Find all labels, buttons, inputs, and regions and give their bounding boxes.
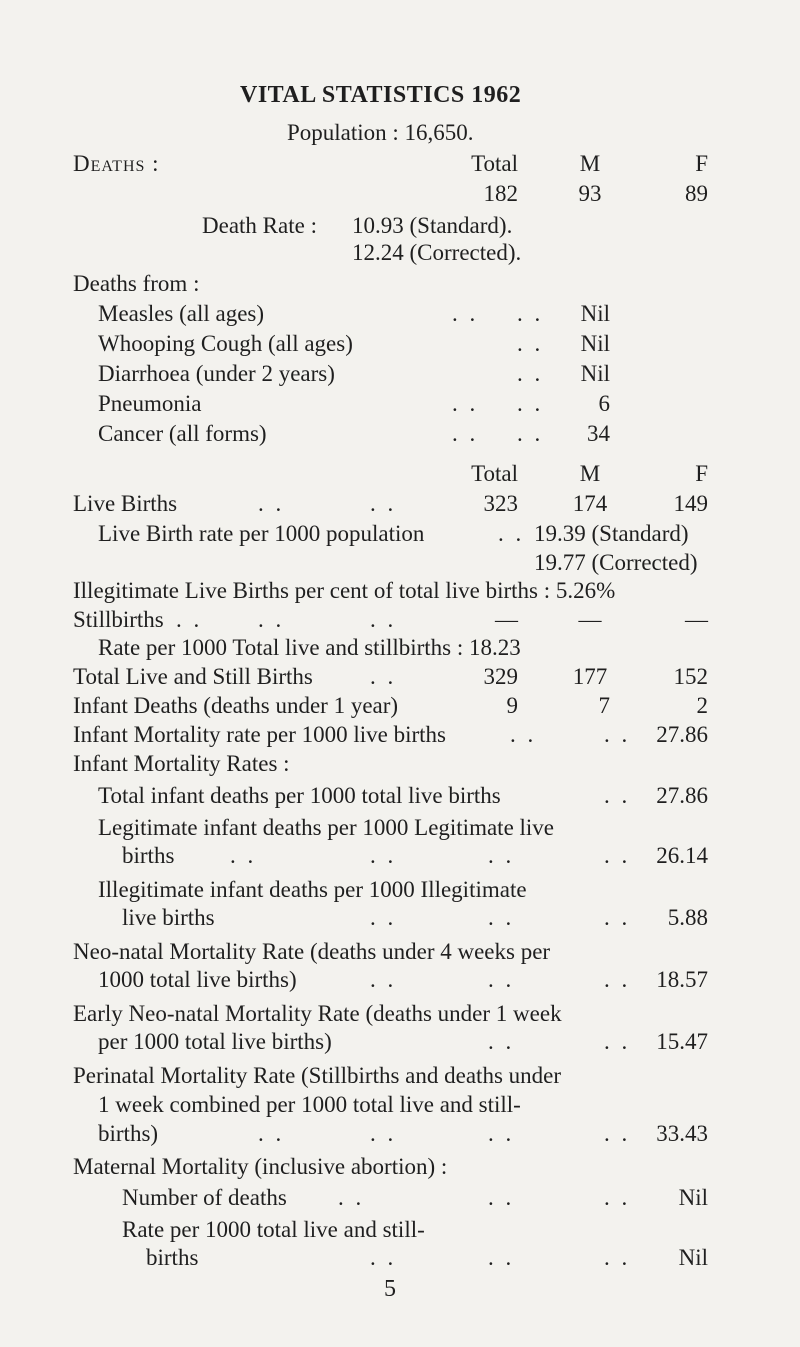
deaths-col-total: Total: [471, 151, 518, 176]
cause-diarrhoea: Diarrhoea (under 2 years): [98, 361, 335, 386]
deaths-m: 93: [578, 181, 602, 206]
legit-value: 26.14: [656, 843, 708, 868]
deaths-col-m: M: [579, 151, 601, 176]
stillbirths-f: —: [685, 607, 708, 632]
leader-dots: . .: [370, 843, 397, 868]
leader-dots: . .: [370, 607, 397, 632]
leader-dots: . .: [498, 521, 525, 546]
perinatal-line1: Perinatal Mortality Rate (Stillbirths and deaths under: [73, 1063, 562, 1088]
leader-dots: . .: [604, 1121, 631, 1146]
leader-dots: . .: [488, 967, 515, 992]
cause-whooping-cough-value: Nil: [580, 331, 610, 356]
leader-dots: . .: [488, 905, 515, 930]
live-birth-rate-standard: 19.39 (Standard): [534, 521, 689, 546]
death-rate-standard: 10.93 (Standard).: [352, 213, 513, 238]
leader-dots: . .: [230, 843, 257, 868]
leader-dots: . .: [370, 967, 397, 992]
live-births-label: Live Births: [73, 491, 178, 516]
deaths-label: Deaths :: [73, 151, 160, 176]
maternal-deaths-label: Number of deaths: [122, 1185, 287, 1210]
cause-cancer-value: 34: [587, 421, 610, 446]
total-live-still-label: Total Live and Still Births: [73, 664, 313, 689]
perinatal-line2: 1 week combined per 1000 total live and still-: [98, 1092, 521, 1117]
infant-rate-label: Infant Mortality rate per 1000 live births: [73, 722, 447, 747]
early-neonatal-value: 15.47: [656, 1029, 708, 1054]
live-birth-rate-corrected: 19.77 (Corrected): [534, 550, 698, 575]
leader-dots: . .: [604, 1029, 631, 1054]
death-rate-corrected: 12.24 (Corrected).: [352, 240, 522, 265]
cause-diarrhoea-value: Nil: [580, 361, 610, 386]
leader-dots: . .: [370, 1121, 397, 1146]
page-number: 5: [384, 1276, 396, 1302]
cause-measles-value: Nil: [580, 301, 610, 326]
legit-line2: births: [122, 843, 175, 868]
leader-dots: . .: [452, 391, 479, 416]
leader-dots: . .: [488, 1185, 515, 1210]
infant-rates-heading: Infant Mortality Rates :: [73, 751, 290, 776]
illegit-line2: live births: [122, 905, 215, 930]
population-line: Population : 16,650.: [287, 120, 474, 145]
leader-dots: . .: [370, 1245, 397, 1270]
leader-dots: . .: [517, 421, 544, 446]
live-births-f: 149: [673, 491, 708, 516]
cause-pneumonia: Pneumonia: [98, 391, 202, 416]
leader-dots: . .: [488, 1245, 515, 1270]
leader-dots: . .: [452, 301, 479, 326]
deaths-f: 89: [685, 181, 708, 206]
infant-deaths-total: 9: [506, 693, 518, 718]
leader-dots: . .: [488, 1029, 515, 1054]
infant-rate-value: 27.86: [656, 722, 708, 747]
leader-dots: . .: [488, 843, 515, 868]
legit-line1: Legitimate infant deaths per 1000 Legitimate live: [98, 815, 555, 840]
maternal-rate-value: Nil: [678, 1245, 708, 1270]
leader-dots: . .: [510, 722, 537, 747]
leader-dots: . .: [517, 331, 544, 356]
deaths-total: 182: [483, 181, 518, 206]
live-births-m: 174: [572, 491, 608, 516]
perinatal-line3: births): [98, 1121, 159, 1146]
leader-dots: . .: [258, 491, 285, 516]
leader-dots: . .: [604, 843, 631, 868]
leader-dots: . .: [370, 905, 397, 930]
total-live-still-f: 152: [673, 664, 708, 689]
deaths-from-label: Deaths from :: [73, 271, 200, 296]
maternal-rate-line2: births: [146, 1245, 199, 1270]
cause-cancer: Cancer (all forms): [98, 421, 267, 446]
leader-dots: . .: [517, 391, 544, 416]
leader-dots: . .: [370, 491, 397, 516]
stillbirth-rate: Rate per 1000 Total live and stillbirths : 18.23: [98, 635, 521, 660]
infant-deaths-m: 7: [598, 693, 610, 718]
leader-dots: . .: [517, 361, 544, 386]
cause-pneumonia-value: 6: [598, 391, 610, 416]
perinatal-value: 33.43: [656, 1121, 708, 1146]
leader-dots: . .: [258, 607, 285, 632]
leader-dots: . .: [452, 421, 479, 446]
maternal-deaths-value: Nil: [678, 1185, 708, 1210]
leader-dots: . .: [604, 967, 631, 992]
births-col-m: M: [579, 461, 601, 486]
death-rate-label: Death Rate :: [202, 213, 317, 238]
births-col-f: F: [695, 461, 708, 486]
stillbirths-total: —: [495, 607, 518, 632]
leader-dots: . .: [370, 664, 397, 689]
maternal-rate-line1: Rate per 1000 total live and still-: [122, 1217, 425, 1242]
leader-dots: . .: [604, 783, 631, 808]
illegit-line1: Illegitimate infant deaths per 1000 Illegitimate: [98, 877, 527, 902]
neonatal-value: 18.57: [656, 967, 708, 992]
neonatal-line1: Neo-natal Mortality Rate (deaths under 4 weeks per: [73, 939, 551, 964]
leader-dots: . .: [604, 1245, 631, 1270]
infant-total-label: Total infant deaths per 1000 total live births: [98, 783, 501, 808]
leader-dots: . .: [517, 301, 544, 326]
total-live-still-total: 329: [483, 664, 518, 689]
leader-dots: . .: [604, 722, 631, 747]
leader-dots: . .: [604, 905, 631, 930]
leader-dots: . .: [604, 1185, 631, 1210]
infant-total-value: 27.86: [656, 783, 708, 808]
cause-measles: Measles (all ages): [98, 301, 265, 326]
neonatal-line2: 1000 total live births): [98, 967, 297, 992]
leader-dots: . .: [338, 1185, 365, 1210]
total-live-still-m: 177: [572, 664, 608, 689]
infant-deaths-label: Infant Deaths (deaths under 1 year): [73, 693, 399, 718]
cause-whooping-cough: Whooping Cough (all ages): [98, 331, 353, 356]
live-births-total: 323: [483, 491, 518, 516]
infant-deaths-f: 2: [696, 693, 708, 718]
stillbirths-label: Stillbirths: [73, 607, 164, 632]
maternal-heading: Maternal Mortality (inclusive abortion) :: [73, 1154, 448, 1179]
page-title: VITAL STATISTICS 1962: [240, 82, 522, 108]
leader-dots: . .: [258, 1121, 285, 1146]
early-neonatal-line2: per 1000 total live births): [98, 1029, 332, 1054]
early-neonatal-line1: Early Neo-natal Mortality Rate (deaths under 1 week: [73, 1001, 562, 1026]
live-birth-rate-label: Live Birth rate per 1000 population: [98, 521, 425, 546]
stillbirths-m: —: [578, 607, 602, 632]
leader-dots: . .: [488, 1121, 515, 1146]
illegitimate-births: Illegitimate Live Births per cent of total live births : 5.26%: [73, 578, 616, 603]
deaths-col-f: F: [695, 151, 708, 176]
illegit-value: 5.88: [667, 905, 708, 930]
births-col-total: Total: [471, 461, 518, 486]
leader-dots: . .: [176, 607, 203, 632]
